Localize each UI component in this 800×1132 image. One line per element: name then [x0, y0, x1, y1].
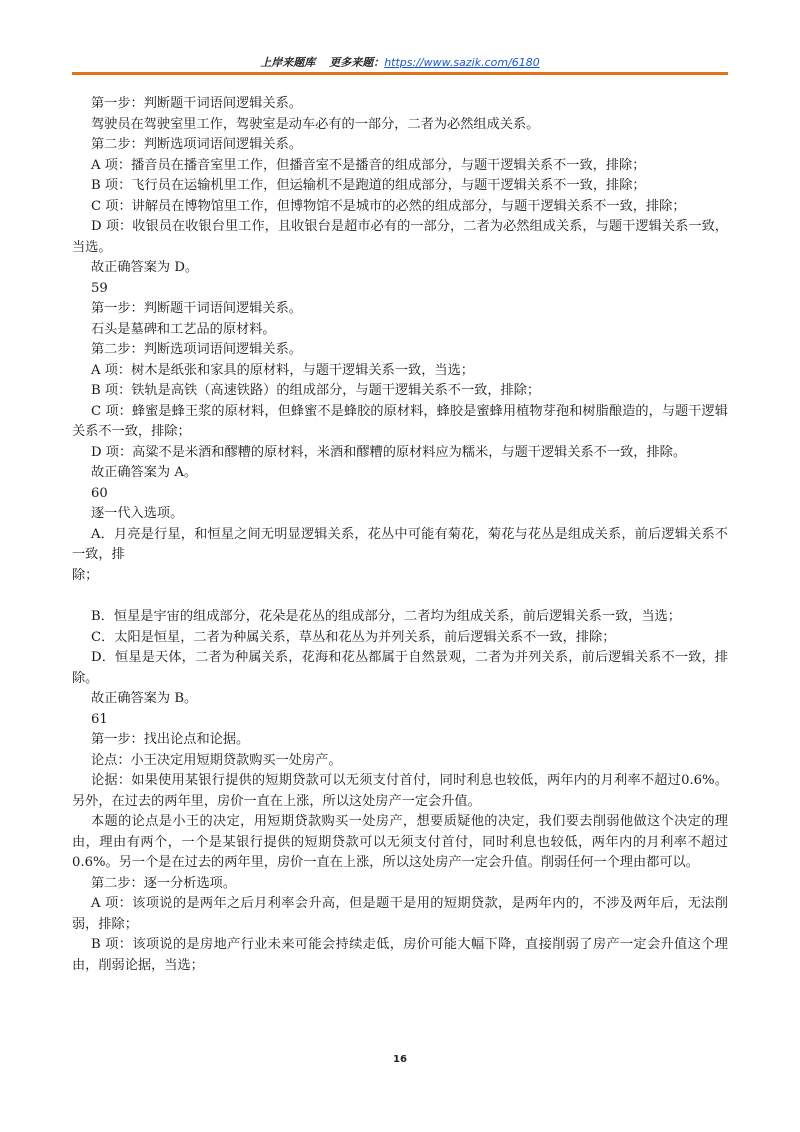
answer-line: 故正确答案为 B。 — [91, 691, 198, 706]
step-line: 第一步：判断题干词语间逻辑关系。 — [91, 96, 302, 111]
step-line: 第一步：判断题干词语间逻辑关系。 — [91, 301, 302, 316]
option-line: D 项：高粱不是米酒和醪糟的原材料，米酒和醪糟的原材料应为糯米，与题干逻辑关系不一致，排除。 — [91, 444, 687, 460]
header-link[interactable]: https://www.sazik.com/6180 — [384, 56, 540, 69]
option-line: A 项：树木是纸张和家具的原材料，与题干逻辑关系一致，当选； — [91, 362, 474, 378]
page-header — [72, 54, 728, 70]
analysis-paragraph: 本题的论点是小王的决定，用短期贷款购买一处房产，想要质疑他的决定，我们要去削弱他做这个决定的理由，理由有两个，一个是某银行提供的短期贷款可以无须支付首付，同时利息也较低，两年内的月利率不超过0.6%。另一个是在过去的两年里，房价一直在上涨，所以这处房产一定会升值。削弱任何一个理由都可以。 — [72, 814, 728, 870]
answer-line: 故正确答案为 A。 — [91, 465, 198, 480]
argument-line: 论点：小王决定用短期贷款购买一处房产。 — [91, 752, 342, 768]
step-line: 第二步：判断选项词语间逻辑关系。 — [91, 342, 302, 357]
question-number: 61 — [91, 711, 108, 727]
option-line: B 项：该项说的是房地产行业未来可能会持续走低，房价可能大幅下降，直接削弱了房产一定会升值这个理由，削弱论据，当选； — [72, 937, 728, 973]
header-label: 更多来题： — [329, 56, 385, 69]
step-line: 第一步：找出论点和论据。 — [91, 732, 250, 747]
option-line: C 项：讲解员在博物馆里工作，但博物馆不是城市的必然的组成部分，与题干逻辑关系不一致，排除； — [91, 198, 686, 214]
step-line: 第二步：判断选项词语间逻辑关系。 — [91, 137, 302, 152]
document-body — [72, 94, 728, 976]
question-number: 60 — [91, 485, 108, 501]
option-line: C 项：蜂蜜是蜂王浆的原材料，但蜂蜜不是蜂胶的原材料，蜂胶是蜜蜂用植物芽孢和树脂酿造的，与题干逻辑关系不一致，排除； — [72, 403, 728, 439]
option-line: A．月亮是行星，和恒星之间无明显逻辑关系，花丛中可能有菊花，菊花与花丛是组成关系，前后逻辑关系不一致，排 — [72, 526, 728, 562]
page-number: 16 — [393, 1054, 407, 1065]
analysis-line: 驾驶员在驾驶室里工作，驾驶室是动车必有的一部分，二者为必然组成关系。 — [91, 116, 540, 132]
analysis-line: 逐一代入选项。 — [91, 506, 184, 521]
analysis-line: 石头是墓碑和工艺品的原材料。 — [91, 321, 276, 337]
answer-line: 故正确答案为 D。 — [91, 260, 199, 275]
option-line: B 项：铁轨是高铁（高速铁路）的组成部分，与题干逻辑关系不一致，排除； — [91, 383, 541, 398]
option-line: A 项：该项说的是两年之后月利率会升高，但是题干是用的短期贷款，是两年内的，不涉及两年后，无法削弱，排除； — [72, 896, 728, 932]
option-line: A 项：播音员在播音室里工作，但播音室不是播音的组成部分，与题干逻辑关系不一致，排除； — [91, 157, 646, 173]
header-divider — [72, 72, 728, 75]
question-number: 59 — [91, 280, 108, 296]
option-line: D．恒星是天体，二者为种属关系，花海和花丛都属于自然景观，二者为并列关系，前后逻辑关系不一致，排除。 — [72, 650, 728, 686]
option-line: B 项：飞行员在运输机里工作，但运输机不是跑道的组成部分，与题干逻辑关系不一致，排除； — [91, 178, 646, 193]
option-line: C．太阳是恒星，二者为种属关系，草丛和花丛为并列关系，前后逻辑关系不一致，排除； — [91, 629, 616, 645]
step-line: 第二步：逐一分析选项。 — [91, 875, 237, 891]
option-line: B．恒星是宇宙的组成部分，花朵是花丛的组成部分，二者均为组成关系，前后逻辑关系一致，当选； — [91, 609, 681, 624]
evidence-line: 论据：如果使用某银行提供的短期贷款可以无须支付首付，同时利息也较低，两年内的月利率不超过0.6%。另外，在过去的两年里，房价一直在上涨，所以这处房产一定会升值。 — [72, 773, 728, 809]
header-brand: 上岸来题库 — [260, 56, 316, 69]
option-line: D 项：收银员在收银台里工作，且收银台是超市必有的一部分，二者为必然组成关系，与题干逻辑关系一致，当选。 — [72, 219, 728, 255]
option-line-continuation: 除； — [72, 567, 99, 583]
